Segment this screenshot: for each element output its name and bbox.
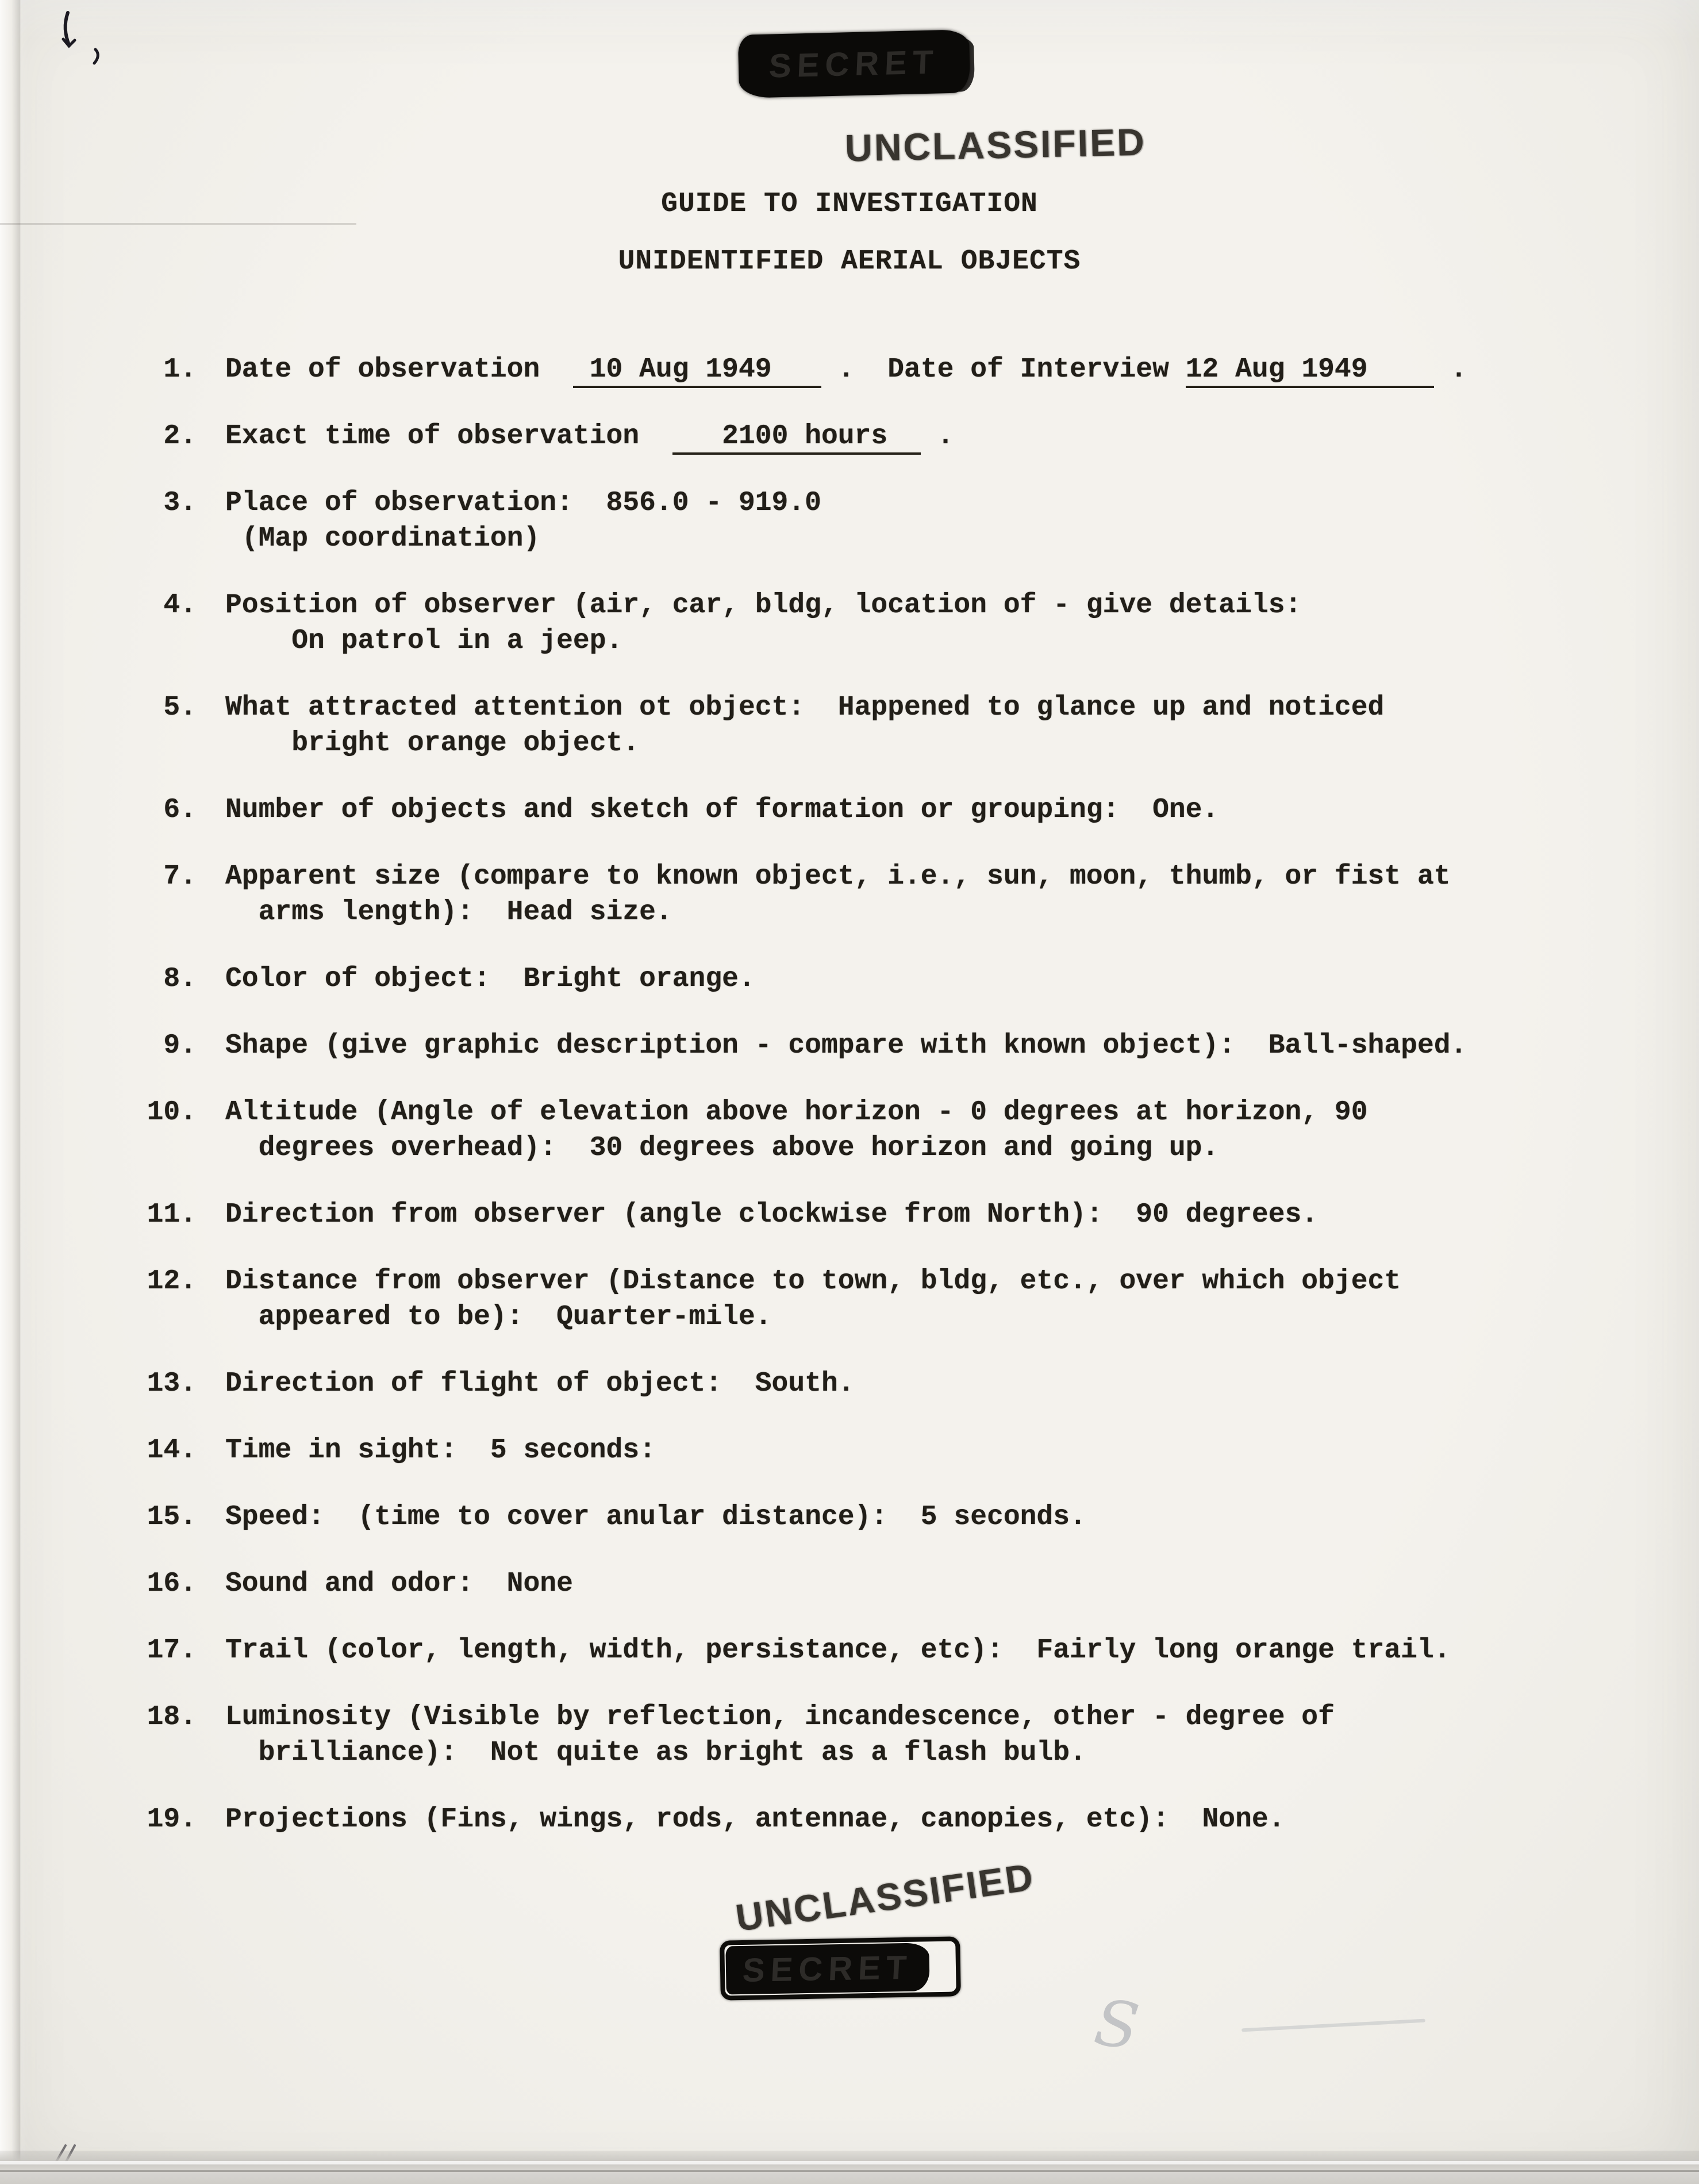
item-line (225, 1699, 1665, 1735)
item-line (225, 1633, 1665, 1668)
form-item (128, 588, 1665, 659)
text-segment: . Date of Interview (821, 354, 1186, 385)
item-text (225, 1499, 1665, 1535)
item-number: 12. (147, 1266, 197, 1297)
item-line (225, 961, 1665, 997)
item-line (225, 726, 1665, 761)
item-number: 2. (163, 421, 197, 452)
text-segment: Sound and odor: None (225, 1568, 573, 1599)
item-line (225, 1433, 1665, 1468)
form-item (128, 1197, 1665, 1233)
text-segment: What attracted attention ot object: Happened to glance up and noticed (225, 692, 1385, 723)
item-number: 13. (147, 1368, 197, 1399)
item-line (225, 1499, 1665, 1535)
form-item (128, 1264, 1665, 1335)
text-segment: degrees overhead): 30 degrees above horizon and going up. (225, 1133, 1219, 1164)
item-text (225, 1566, 1665, 1602)
item-text (225, 690, 1665, 761)
item-text (225, 588, 1665, 659)
text-segment: . (1433, 354, 1467, 385)
text-segment: Direction from observer (angle clockwise from North): 90 degrees. (225, 1199, 1319, 1230)
form-item (128, 1095, 1665, 1166)
pencil-scribble-mark (1241, 2019, 1425, 2032)
item-number: 16. (147, 1568, 197, 1599)
item-line (225, 792, 1665, 828)
item-line (225, 485, 1665, 521)
text-segment: bright orange object. (225, 728, 640, 759)
document-title: GUIDE TO INVESTIGATION (661, 189, 1038, 220)
item-text (225, 1095, 1665, 1166)
item-line (225, 1802, 1665, 1837)
item-number: 1. (163, 354, 197, 385)
item-text (225, 1633, 1665, 1668)
item-line (225, 1028, 1665, 1064)
item-line (225, 1264, 1665, 1299)
form-item (128, 1699, 1665, 1771)
text-segment: Number of objects and sketch of formation or grouping: One. (225, 794, 1219, 826)
item-line (225, 521, 1665, 556)
item-number: 19. (147, 1804, 197, 1835)
item-text (225, 961, 1665, 997)
item-number: 3. (163, 488, 197, 519)
text-segment: Color of object: Bright orange. (225, 964, 755, 995)
item-text (225, 792, 1665, 828)
item-line (225, 1130, 1665, 1166)
unclassified-stamp-bottom: UNCLASSIFIED (733, 1855, 1037, 1940)
scan-edge-bottom (0, 2151, 1699, 2184)
item-text (225, 1197, 1665, 1233)
text-segment: Projections (Fins, wings, rods, antennae, canopies, etc): None. (225, 1804, 1285, 1835)
item-line (225, 1366, 1665, 1402)
filled-blank: 2100 hours (672, 421, 921, 455)
form-item (128, 485, 1665, 556)
secret-stamp-bottom-label: SECRET (741, 1948, 914, 1989)
item-line (225, 352, 1665, 387)
item-number: 10. (147, 1097, 197, 1128)
item-number: 5. (163, 692, 197, 723)
item-number: 17. (147, 1635, 197, 1666)
text-segment: Time in sight: 5 seconds: (225, 1435, 656, 1466)
item-number: 4. (163, 590, 197, 621)
text-segment: . (920, 421, 954, 452)
form-item (128, 1499, 1665, 1535)
text-segment: Position of observer (air, car, bldg, location of - give details: (225, 590, 1302, 621)
text-segment: On patrol in a jeep. (225, 625, 623, 657)
form-item (128, 1802, 1665, 1837)
item-line (225, 1095, 1665, 1130)
item-number: 6. (163, 794, 197, 826)
text-segment: Exact time of observation (225, 421, 672, 452)
item-line (225, 690, 1665, 726)
item-text (225, 1366, 1665, 1402)
item-text (225, 419, 1665, 454)
item-line (225, 623, 1665, 659)
item-line (225, 895, 1665, 930)
item-text (225, 1028, 1665, 1064)
item-line (225, 419, 1665, 454)
item-line (225, 588, 1665, 623)
item-text (225, 352, 1665, 387)
item-number: 7. (163, 861, 197, 892)
item-text (225, 485, 1665, 556)
item-number: 8. (163, 964, 197, 995)
form-items (0, 352, 1665, 1868)
secret-stamp-top-redacted (738, 29, 971, 98)
document-subtitle: UNIDENTIFIED AERIAL OBJECTS (618, 246, 1081, 277)
form-item (128, 961, 1665, 997)
pencil-note: S (1090, 1985, 1178, 2069)
text-segment: Apparent size (compare to known object, i.e., sun, moon, thumb, or fist at (225, 861, 1451, 892)
item-text (225, 1264, 1665, 1335)
item-text (225, 859, 1665, 930)
item-text (225, 1699, 1665, 1771)
scan-scratch-line (0, 223, 356, 225)
form-item (128, 1028, 1665, 1064)
text-segment: Altitude (Angle of elevation above horizon - 0 degrees at horizon, 90 (225, 1097, 1368, 1128)
handwritten-pen-mark (51, 9, 114, 72)
form-item (128, 1433, 1665, 1468)
filled-blank: 10 Aug 1949 (573, 354, 821, 388)
unclassified-stamp-top: UNCLASSIFIED (844, 120, 1147, 170)
text-segment: Place of observation: 856.0 - 919.0 (225, 488, 821, 519)
text-segment: Shape (give graphic description - compare with known object): Ball-shaped. (225, 1030, 1467, 1061)
text-segment: Date of observation (225, 354, 573, 385)
text-segment: Distance from observer (Distance to town, bldg, etc., over which object (225, 1266, 1401, 1297)
form-item (128, 859, 1665, 930)
item-line (225, 859, 1665, 895)
secret-stamp-top-label: SECRET (768, 43, 940, 85)
text-segment: arms length): Head size. (225, 897, 672, 928)
secret-stamp-bottom-redacted (720, 1936, 961, 2000)
form-item (128, 1633, 1665, 1668)
form-item (128, 1566, 1665, 1602)
form-item (128, 690, 1665, 761)
form-item (128, 352, 1665, 387)
item-text (225, 1802, 1665, 1837)
form-item (128, 1366, 1665, 1402)
text-segment: Luminosity (Visible by reflection, incandescence, other - degree of (225, 1702, 1335, 1733)
item-number: 14. (147, 1435, 197, 1466)
filled-blank: 12 Aug 1949 (1186, 354, 1434, 388)
item-number: 18. (147, 1702, 197, 1733)
item-text (225, 1433, 1665, 1468)
form-item (128, 792, 1665, 828)
secret-stamp-bottom-blob (725, 1943, 929, 1994)
text-segment: Trail (color, length, width, persistance, etc): Fairly long orange trail. (225, 1635, 1451, 1666)
text-segment: (Map coordination) (225, 523, 540, 554)
text-segment: Speed: (time to cover anular distance): 5 seconds. (225, 1502, 1086, 1533)
form-item (128, 419, 1665, 454)
item-line (225, 1735, 1665, 1771)
item-line (225, 1566, 1665, 1602)
text-segment: brilliance): Not quite as bright as a flash bulb. (225, 1737, 1086, 1768)
item-line (225, 1299, 1665, 1335)
item-line (225, 1197, 1665, 1233)
item-number: 9. (163, 1030, 197, 1061)
text-segment: appeared to be): Quarter-mile. (225, 1302, 772, 1333)
item-number: 11. (147, 1199, 197, 1230)
text-segment: Direction of flight of object: South. (225, 1368, 855, 1399)
item-number: 15. (147, 1502, 197, 1533)
